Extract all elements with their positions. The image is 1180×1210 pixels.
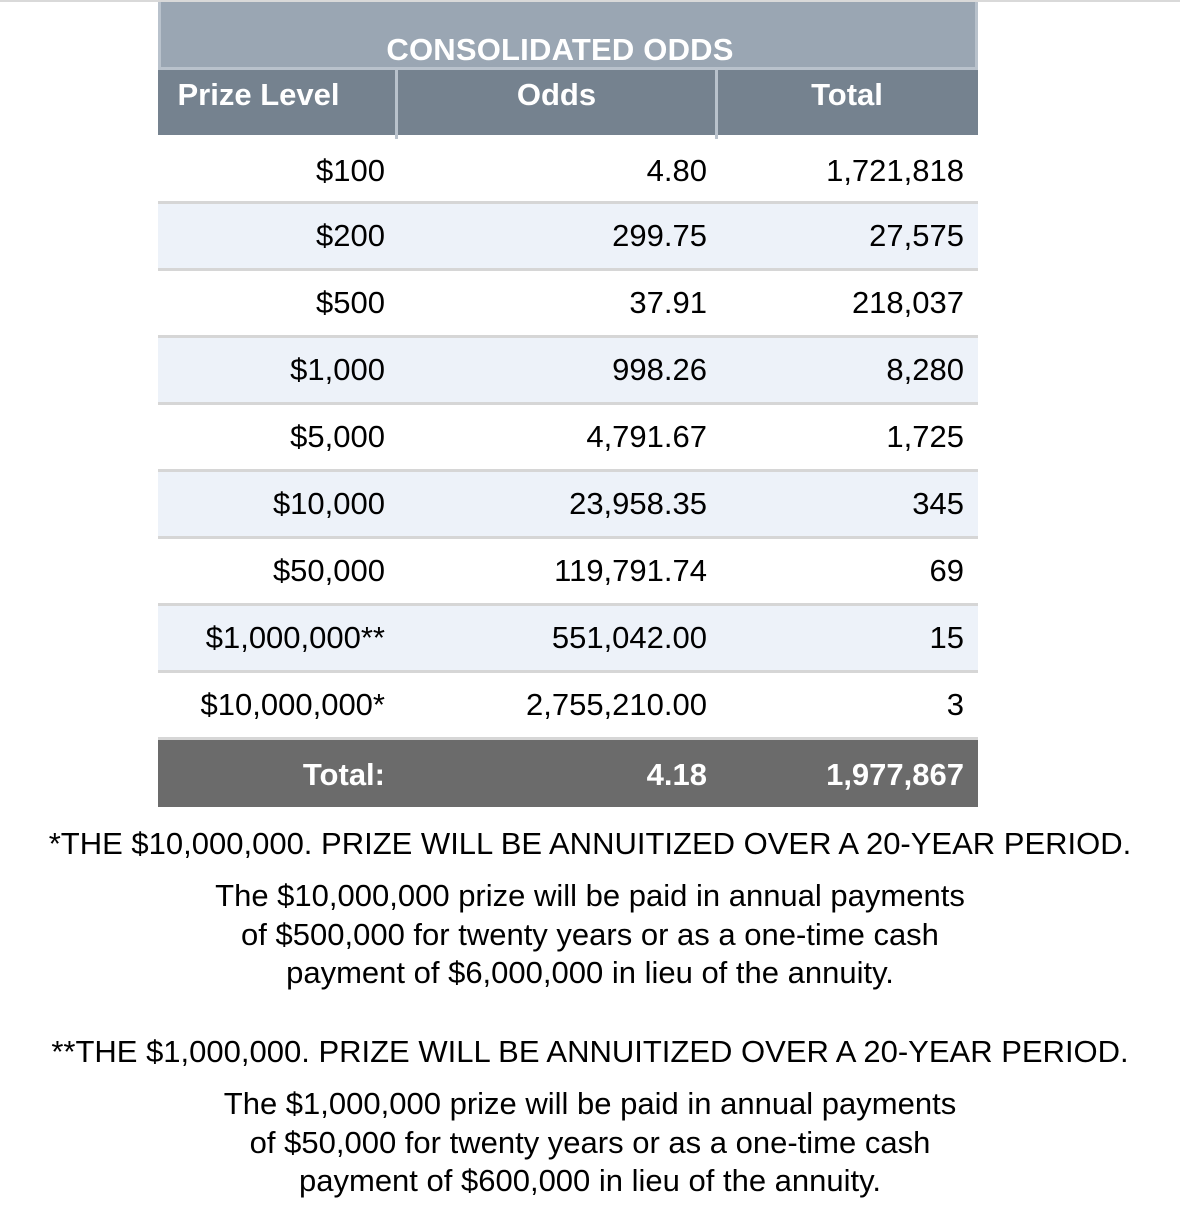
total-cell: 1,725 <box>886 419 964 454</box>
total-cell: 69 <box>929 553 964 588</box>
total-cell: 1,721,818 <box>826 153 964 188</box>
odds-cell: 998.26 <box>612 352 707 387</box>
table-row <box>158 135 978 204</box>
odds-cell: 4,791.67 <box>586 419 707 454</box>
table-title-band <box>158 2 978 70</box>
odds-cell: 37.91 <box>629 285 707 320</box>
total-cell: 15 <box>929 620 964 655</box>
total-cell: 27,575 <box>869 218 964 253</box>
table-row <box>158 405 978 472</box>
table-row <box>158 338 978 405</box>
total-label: Total: <box>302 757 385 792</box>
header-odds: Odds <box>398 69 718 139</box>
note-line: payment of $600,000 in lieu of the annuity. <box>299 1163 881 1198</box>
prize-cell: $5,000 <box>290 419 385 454</box>
prize-cell: $100 <box>316 153 385 188</box>
odds-cell: 2,755,210.00 <box>525 687 707 722</box>
total-cell: 218,037 <box>851 285 964 320</box>
prize-cell: $50,000 <box>272 553 385 588</box>
note-1m-heading: **THE $1,000,000. PRIZE WILL BE ANNUITIZED OVER A 20-YEAR PERIOD. <box>51 1034 1129 1069</box>
note-line: payment of $6,000,000 in lieu of the annuity. <box>286 955 894 990</box>
note-line: of $50,000 for twenty years or as a one-time cash <box>249 1124 931 1160</box>
prize-cell: $200 <box>316 218 385 253</box>
odds-cell: 23,958.35 <box>569 486 707 521</box>
header-total: Total <box>811 77 883 112</box>
table-row <box>158 606 978 673</box>
table-header-row <box>158 69 978 135</box>
note-10m-heading: *THE $10,000,000. PRIZE WILL BE ANNUITIZED OVER A 20-YEAR PERIOD. <box>48 826 1132 861</box>
note-10m-body <box>0 877 1180 993</box>
total-count: 1,977,867 <box>826 757 964 792</box>
total-cell: 345 <box>912 486 964 521</box>
odds-cell: 299.75 <box>612 218 707 253</box>
table-row <box>158 271 978 338</box>
table-row <box>158 472 978 539</box>
prize-cell: $1,000,000** <box>205 620 385 655</box>
table-total-row <box>158 740 978 807</box>
total-cell: 3 <box>946 687 964 722</box>
odds-cell: 551,042.00 <box>551 620 707 655</box>
header-prize-level: Prize Level <box>158 69 398 139</box>
table-row <box>158 673 978 740</box>
note-line: The $10,000,000 prize will be paid in annual payments <box>215 878 965 913</box>
prize-cell: $500 <box>316 285 385 320</box>
total-odds: 4.18 <box>646 757 707 792</box>
consolidated-odds-table <box>158 2 978 807</box>
prize-cell: $10,000 <box>272 486 385 521</box>
odds-cell: 119,791.74 <box>554 553 707 588</box>
prize-cell: $10,000,000* <box>200 687 385 722</box>
table-row <box>158 204 978 271</box>
table-title: CONSOLIDATED ODDS <box>386 32 734 67</box>
total-cell: 8,280 <box>886 352 964 387</box>
note-line: of $500,000 for twenty years or as a one-time cash <box>241 916 939 952</box>
table-body <box>158 135 978 740</box>
prize-cell: $1,000 <box>290 352 385 387</box>
note-line: The $1,000,000 prize will be paid in annual payments <box>223 1086 957 1121</box>
note-1m-body <box>0 1085 1180 1201</box>
odds-cell: 4.80 <box>646 153 707 188</box>
table-row <box>158 539 978 606</box>
